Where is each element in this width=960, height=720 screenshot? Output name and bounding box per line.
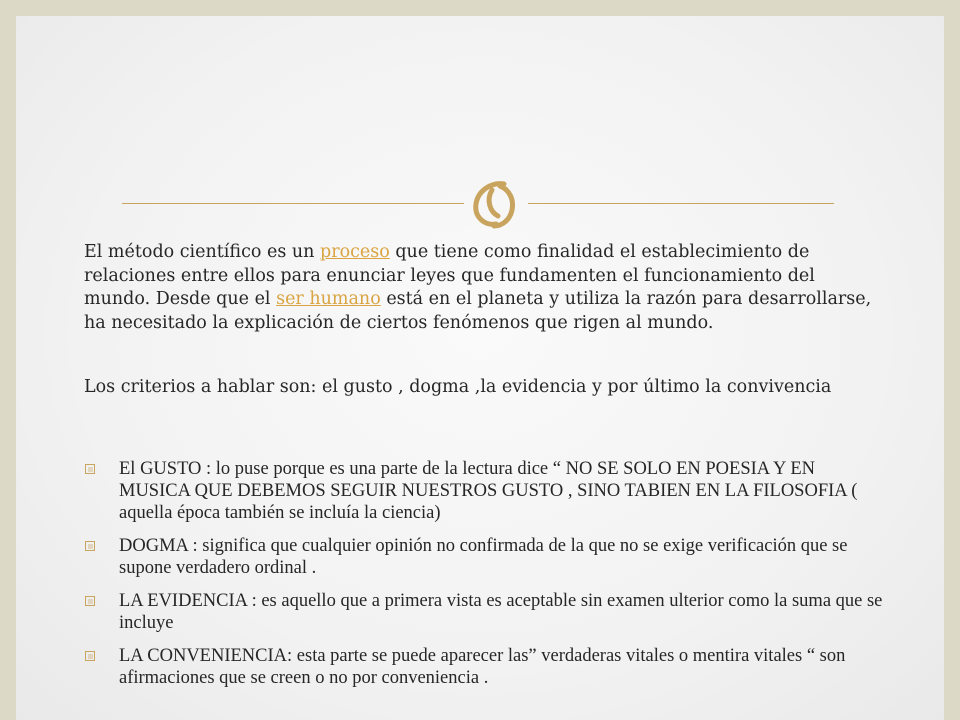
criteria-list [84, 458, 884, 700]
intro-text-3: está en el planeta y utiliza la razón para desarrollarse, ha necesitado la explicación de ciertos fenómenos que rigen al mundo. [84, 289, 872, 333]
list-item-conveniencia [84, 645, 884, 689]
scroll-ornament-icon [464, 176, 528, 232]
square-bullet-icon [85, 464, 95, 474]
list-item-text: DOGMA : significa que cualquier opinión no confirmada de la que no se exige verificación que se supone verdadero ordinal . [119, 536, 848, 578]
list-item-dogma [84, 535, 884, 579]
criteria-paragraph: Los criterios a hablar son: el gusto , dogma ,la evidencia y por último la convivencia [84, 377, 832, 397]
square-bullet-icon [85, 541, 95, 551]
list-item-gusto [84, 458, 884, 524]
list-item-text: LA CONVENIENCIA: esta parte se puede aparecer las” verdaderas vitales o mentira vitales “ son afirmaciones que se creen o no por conveniencia . [119, 646, 846, 688]
intro-text-2: que tiene como finalidad el establecimiento de relaciones entre ellos para enunciar leyes que fundamenten el funcionamiento del mundo. Desde que el [84, 242, 815, 309]
square-bullet-icon [85, 651, 95, 661]
list-item-evidencia [84, 590, 884, 634]
title-divider-left [122, 203, 464, 204]
title-divider-right [528, 203, 834, 204]
intro-paragraph [84, 241, 884, 335]
link-proceso[interactable]: proceso [320, 242, 390, 262]
square-bullet-icon [85, 596, 95, 606]
intro-text-1: El método científico es un [84, 242, 320, 262]
link-ser-humano[interactable]: ser humano [276, 289, 381, 309]
list-item-text: LA EVIDENCIA : es aquello que a primera vista es aceptable sin examen ulterior como la suma que se incluye [119, 591, 883, 633]
list-item-text: El GUSTO : lo puse porque es una parte de la lectura dice “ NO SE SOLO EN POESIA Y EN MUSICA QUE DEBEMOS SEGUIR NUESTROS GUSTO , SINO TABIEN EN LA FILOSOFIA ( aquella época también se incluía la ciencia) [119, 459, 858, 523]
slide [16, 16, 944, 720]
